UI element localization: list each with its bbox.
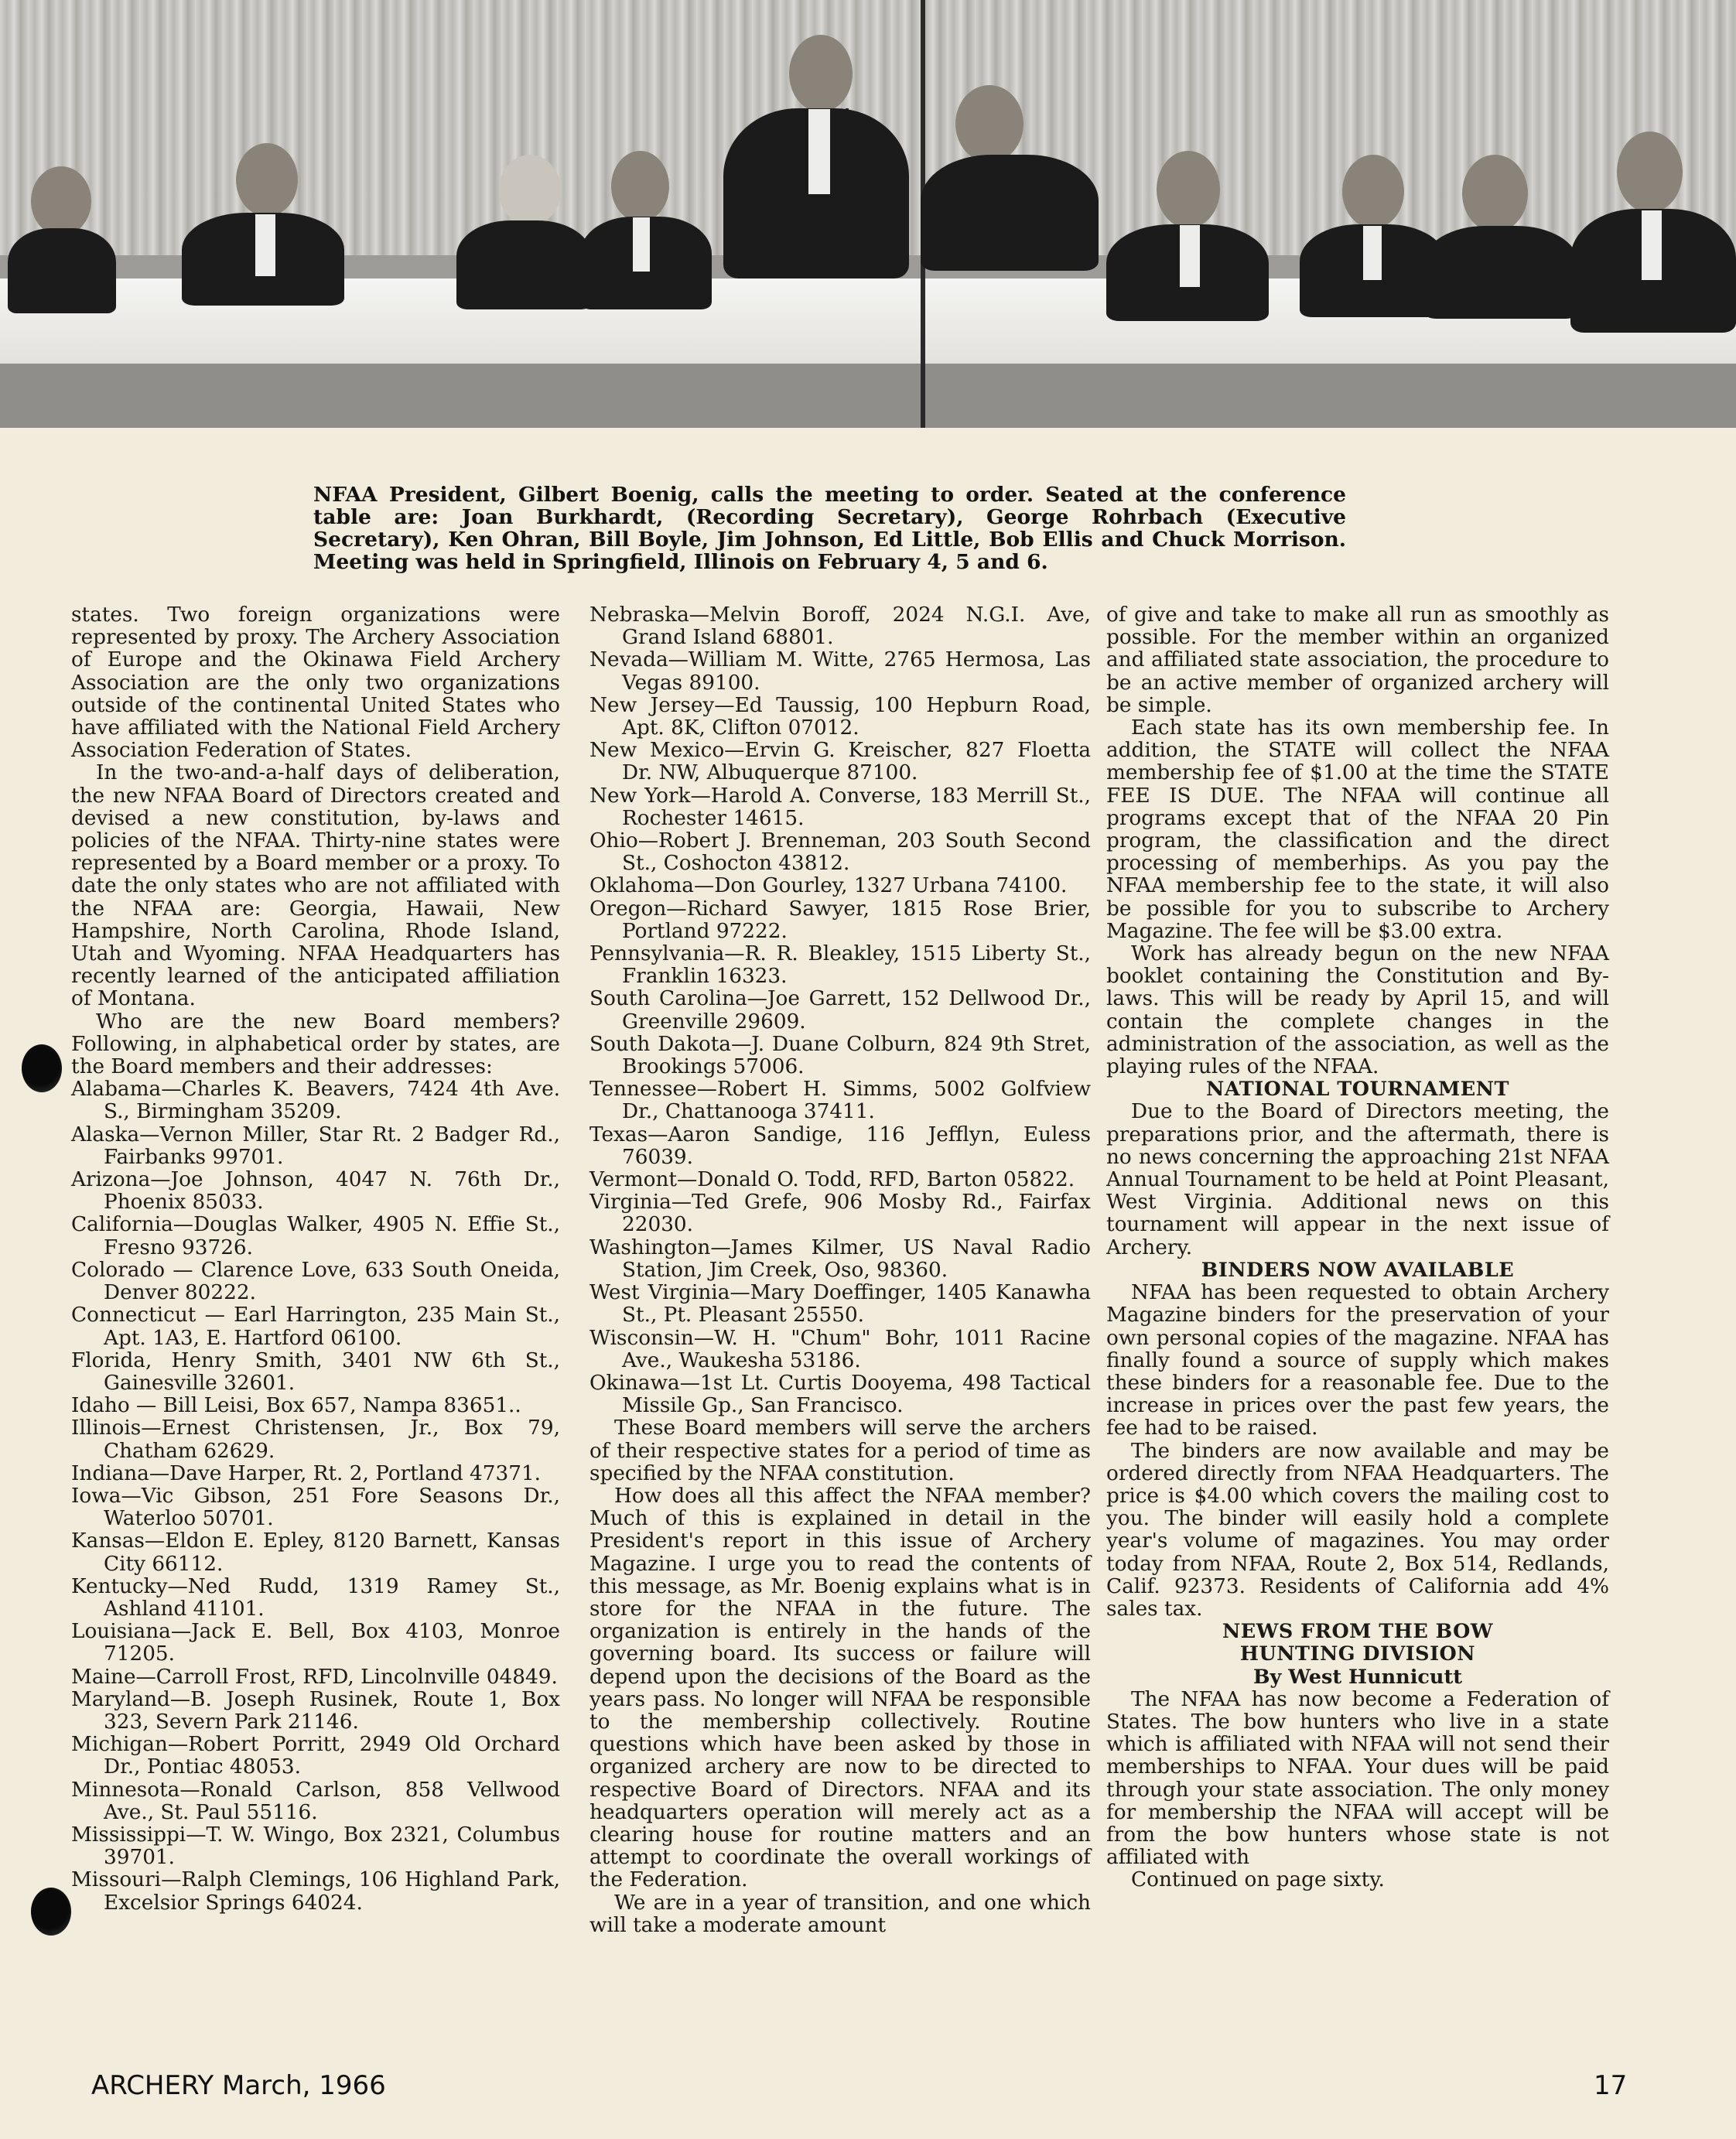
board-member-entry: Oregon—Richard Sawyer, 1815 Rose Brier, Portland 97222. (589, 897, 1091, 943)
paragraph: Each state has its own membership fee. In addition, the STATE will collect the NFAA membership fee of $1.00 at the time the STATE FEE IS DUE. The NFAA will continue all programs except that of the NFAA 20 Pin program, the classification and the direct processing of memberhips. As you pay the NFAA membership fee to the state, it will also be possible for you to subscribe to Archery Magazine. The fee will be $3.00 extra. (1106, 716, 1609, 943)
board-member-entry: Ohio—Robert J. Brenneman, 203 South Second St., Coshocton 43812. (589, 829, 1091, 876)
continued-note: Continued on page sixty. (1131, 1868, 1385, 1892)
board-member-entry: West Virginia—Mary Doeffinger, 1405 Kanawha St., Pt. Pleasant 25550. (589, 1281, 1091, 1327)
paragraph: Who are the new Board members? Following, in alphabetical order by states, are the Board members and their addresses: (71, 1010, 560, 1079)
board-member-entry: Missouri—Ralph Clemings, 106 Highland Park, Excelsior Springs 64024. (71, 1868, 560, 1915)
board-member-entry: Alabama—Charles K. Beavers, 7424 4th Ave. S., Birmingham 35209. (71, 1078, 560, 1124)
board-member-entry: Iowa—Vic Gibson, 251 Fore Seasons Dr., Waterloo 50701. (71, 1484, 560, 1531)
board-member-entry: Florida, Henry Smith, 3401 NW 6th St., Gainesville 32601. (71, 1348, 560, 1395)
paragraph: The NFAA has now become a Federation of States. The bow hunters who live in a state which is affiliated with NFAA will not send their memberships to NFAA. Your dues will be paid through your state association. The only money for membership the NFAA will accept will be from the bow hunters whose state is not affiliated with (1106, 1687, 1609, 1870)
binder-hole (22, 1044, 62, 1092)
paragraph: Due to the Board of Directors meeting, the preparations prior, and the aftermath, there is no news concerning the approaching 21st NFAA Annual Tournament to be held at Point Pleasant, West Virginia. Additional news on this tournament will appear in the next issue of Archery. (1106, 1100, 1609, 1259)
board-member-entry: Connecticut — Earl Harrington, 235 Main St., Apt. 1A3, E. Hartford 06100. (71, 1304, 560, 1350)
board-member-entry: Nebraska—Melvin Boroff, 2024 N.G.I. Ave, Grand Island 68801. (589, 603, 1091, 650)
paragraph: How does all this affect the NFAA member? Much of this is explained in detail in the President's report in this issue of Archery Magazine. I urge you to read the contents of this message, as Mr. Boenig explains what is in store for the NFAA in the future. The organization is entirely in the hands of the governing board. Its success or failure will depend upon the decisions of the Board as the years pass. No longer will NFAA be responsible to the membership collectively. Routine questions which have been asked by those in organized archery are now to be directed to respective Board of Directors. NFAA and its headquarters operation will merely act as a clearing house for routine matters and an attempt to coordinate the overall workings of the Federation. (589, 1484, 1091, 1892)
photo-caption: NFAA President, Gilbert Boenig, calls the meeting to order. Seated at the conference table are: Joan Burkhardt, (Recording Secretary), George Rohrbach (Executive Secretary), Ken Ohran, Bill Boyle, Jim Johnson, Ed Little, Bob Ellis and Chuck Morrison. Meeting was held in Springfield, Illinois on February 4, 5 and 6. (313, 482, 1346, 574)
paragraph: NFAA has been requested to obtain Archery Magazine binders for the preservation of your own personal copies of the magazine. NFAA has finally found a source of supply which makes these binders for a reasonable fee. Due to the increase in prices over the past few years, the fee had to be raised. (1106, 1281, 1609, 1440)
paragraph: The binders are now available and may be ordered directly from NFAA Headquarters. The price is $4.00 which covers the mailing cost to you. The binder will easily hold a complete year's volume of magazines. You may order today from NFAA, Route 2, Box 514, Redlands, Calif. 92373. Residents of California add 4% sales tax. (1106, 1439, 1609, 1621)
paragraph: These Board members will serve the archers of their respective states for a period of time as specified by the NFAA constitution. (589, 1416, 1091, 1485)
board-member-entry: Indiana—Dave Harper, Rt. 2, Portland 47371. (71, 1461, 542, 1485)
section-heading: NATIONAL TOURNAMENT (1206, 1078, 1509, 1102)
board-member-entry: Maine—Carroll Frost, RFD, Lincolnville 04849. (71, 1665, 558, 1689)
board-member-entry: Vermont—Donald O. Todd, RFD, Barton 05822. (589, 1168, 1075, 1192)
board-member-entry: California—Douglas Walker, 4905 N. Effie St., Fresno 93726. (71, 1213, 560, 1259)
board-member-entry: Pennsylvania—R. R. Bleakley, 1515 Liberty St., Franklin 16323. (589, 942, 1091, 989)
paragraph: We are in a year of transition, and one which will take a moderate amount (589, 1891, 1091, 1937)
article-column-2 (589, 604, 1091, 1937)
board-member-entry: South Dakota—J. Duane Colburn, 824 9th Stret, Brookings 57006. (589, 1032, 1091, 1079)
board-member-entry: New Jersey—Ed Taussig, 100 Hepburn Road, Apt. 8K, Clifton 07012. (589, 693, 1091, 740)
author-byline: By West Hunnicutt (1252, 1665, 1463, 1689)
board-member-entry: Okinawa—1st Lt. Curtis Dooyema, 498 Tactical Missile Gp., San Francisco. (589, 1371, 1091, 1418)
page-number: 17 (1594, 2070, 1628, 2101)
board-member-entry: Minnesota—Ronald Carlson, 858 Vellwood Ave., St. Paul 55116. (71, 1778, 560, 1824)
board-member-entry: New York—Harold A. Converse, 183 Merrill St., Rochester 14615. (589, 784, 1091, 830)
photo-floor (0, 364, 1736, 428)
article-column-3 (1106, 604, 1609, 1892)
board-member-entry: Nevada—William M. Witte, 2765 Hermosa, Las Vegas 89100. (589, 648, 1091, 695)
meeting-photo (0, 0, 1736, 428)
board-member-entry: Idaho — Bill Leisi, Box 657, Nampa 83651.. (71, 1394, 521, 1418)
section-heading: HUNTING DIVISION (1239, 1642, 1476, 1666)
board-member-entry: Mississippi—T. W. Wingo, Box 2321, Columbus 39701. (71, 1823, 560, 1870)
paragraph: Work has already begun on the new NFAA booklet containing the Constitution and By-laws. This will be ready by April 15, and will contain the complete changes in the administration of the association, as well as the playing rules of the NFAA. (1106, 942, 1609, 1079)
article-column-1 (71, 604, 560, 1915)
board-member-entry: Kansas—Eldon E. Epley, 8120 Barnett, Kansas City 66112. (71, 1529, 560, 1576)
section-heading: BINDERS NOW AVAILABLE (1201, 1258, 1515, 1282)
binder-hole (31, 1888, 71, 1936)
board-member-entry: Michigan—Robert Porritt, 2949 Old Orchard Dr., Pontiac 48053. (71, 1733, 560, 1779)
board-member-entry: Colorado — Clarence Love, 633 South Oneida, Denver 80222. (71, 1258, 560, 1305)
paragraph: In the two-and-a-half days of deliberation, the new NFAA Board of Directors created and devised a new constitution, by-laws and policies of the NFAA. Thirty-nine states were represented by a Board member or a proxy. To date the only states who are not affiliated with the NFAA are: Georgia, Hawaii, New Hampshire, North Carolina, Rhode Island, Utah and Wyoming. NFAA Headquarters has recently learned of the anticipated affiliation of Montana. (71, 761, 560, 1011)
board-member-entry: Arizona—Joe Johnson, 4047 N. 76th Dr., Phoenix 85033. (71, 1168, 560, 1215)
board-member-entry: Illinois—Ernest Christensen, Jr., Box 79, Chatham 62629. (71, 1416, 560, 1463)
board-member-entry: Louisiana—Jack E. Bell, Box 4103, Monroe 71205. (71, 1620, 560, 1666)
paragraph: of give and take to make all run as smoothly as possible. For the member within an organized and affiliated state association, the procedure to be an active member of organized archery will be simple. (1106, 603, 1609, 717)
board-member-entry: South Carolina—Joe Garrett, 152 Dellwood Dr., Greenville 29609. (589, 987, 1091, 1034)
board-member-entry: New Mexico—Ervin G. Kreischer, 827 Floetta Dr. NW, Albuquerque 87100. (589, 739, 1091, 785)
board-member-entry: Kentucky—Ned Rudd, 1319 Ramey St., Ashland 41101. (71, 1574, 560, 1621)
board-member-entry: Alaska—Vernon Miller, Star Rt. 2 Badger Rd., Fairbanks 99701. (71, 1122, 560, 1169)
section-heading: NEWS FROM THE BOW (1222, 1620, 1494, 1644)
magazine-issue-footer: ARCHERY March, 1966 (91, 2070, 386, 2101)
board-member-entry: Virginia—Ted Grefe, 906 Mosby Rd., Fairfax 22030. (589, 1191, 1091, 1237)
board-member-entry: Maryland—B. Joseph Rusinek, Route 1, Box 323, Severn Park 21146. (71, 1687, 560, 1734)
board-member-entry: Tennessee—Robert H. Simms, 5002 Golfview Dr., Chattanooga 37411. (589, 1078, 1091, 1124)
paragraph: states. Two foreign organizations were represented by proxy. The Archery Association of Europe and the Okinawa Field Archery Association are the only two organizations outside of the continental United States who have affiliated with the National Field Archery Association Federation of States. (71, 603, 560, 763)
board-member-entry: Wisconsin—W. H. "Chum" Bohr, 1011 Racine Ave., Waukesha 53186. (589, 1326, 1091, 1372)
board-member-entry: Washington—James Kilmer, US Naval Radio Station, Jim Creek, Oso, 98360. (589, 1235, 1091, 1282)
board-member-entry: Texas—Aaron Sandige, 116 Jefflyn, Euless 76039. (589, 1122, 1091, 1169)
board-member-entry: Oklahoma—Don Gourley, 1327 Urbana 74100. (589, 874, 1068, 898)
